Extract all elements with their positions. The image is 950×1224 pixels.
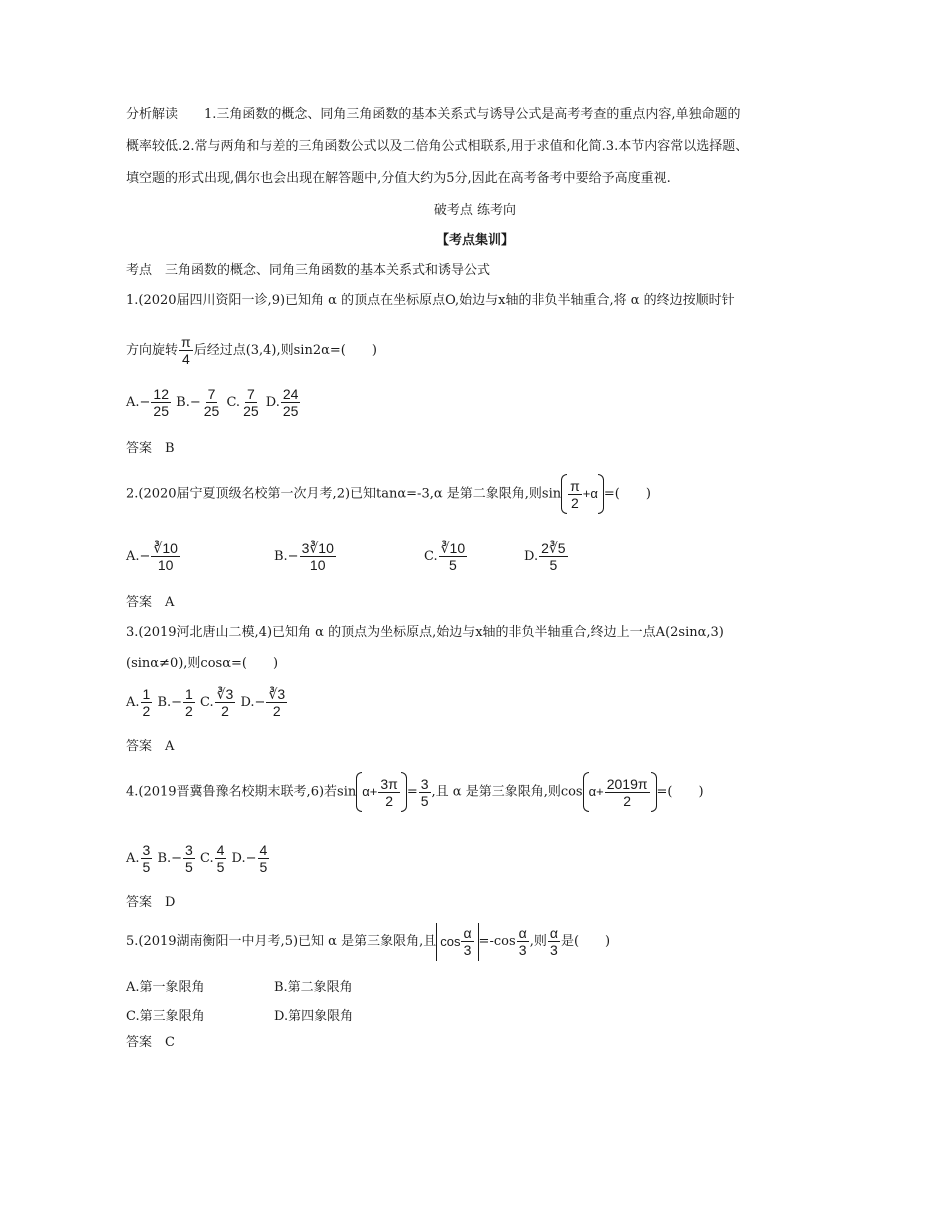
q1-stem-line-1: 1.(2020届四川资阳一诊,9)已知角 α 的顶点在坐标原点O,始边与x轴的非负半轴重合,将 α 的终边按顺时针 bbox=[126, 293, 735, 308]
q1-stem-line-2 bbox=[126, 332, 377, 370]
q2-option-b: B.− $\frac{3∛10}{10}$ bbox=[274, 540, 334, 573]
q4-options bbox=[126, 840, 270, 878]
q2-answer: 答案 A bbox=[126, 595, 175, 610]
q4-stem: 4.(2019晋冀鲁豫名校期末联考,6)若sin α+ $\frac{3\pi}{2}$ = $\frac{3}{5}$ ,且 α 是第三象限角,则cos α+ $\frac{2019\pi}{2}$ =( ) bbox=[126, 772, 704, 813]
q4-option-a: A. $\frac{3}{5}$ bbox=[126, 842, 151, 875]
q1-option-c: C. $\frac{7}{25}$ bbox=[226, 386, 259, 419]
intro-line-2: 概率较低.2.常与两角和与差的三角函数公式以及二倍角公式相联系,用于求值和化简.3.本节内容常以选择题、 bbox=[126, 139, 749, 154]
subsection-title: 【考点集训】 bbox=[435, 233, 514, 248]
q3-option-b: B.− $\frac{1}{2}$ bbox=[157, 686, 193, 719]
q1-fraction: $\frac{\pi}{4}$ bbox=[181, 334, 191, 367]
q5-option-a: A.第一象限角 bbox=[126, 980, 205, 995]
q1-option-a: A.− $\frac{12}{25}$ bbox=[126, 386, 169, 419]
q3-stem-line-1: 3.(2019河北唐山二模,4)已知角 α 的顶点为坐标原点,始边与x轴的非负半轴重合,终边上一点A(2sinα,3) bbox=[126, 625, 724, 640]
q1-options bbox=[126, 384, 301, 422]
intro-line-3: 填空题的形式出现,偶尔也会出现在解答题中,分值大约为5分,因此在高考备考中要给予高度重视. bbox=[126, 171, 671, 186]
q5-option-d: D.第四象限角 bbox=[274, 1009, 354, 1024]
q4-option-d: D.− $\frac{4}{5}$ bbox=[231, 842, 268, 875]
q4-option-b: B.− $\frac{3}{5}$ bbox=[157, 842, 193, 875]
q4-option-c: C. $\frac{4}{5}$ bbox=[199, 842, 225, 875]
q5-stem: 5.(2019湖南衡阳一中月考,5)已知 α 是第三象限角,且 cos $\frac{\alpha}{3}$ =-cos $\frac{\alpha}{3}$ ,则 $\frac{\alpha}{3}$ 是( ) bbox=[126, 922, 610, 962]
q3-stem-line-2: (sinα≠0),则cosα=( ) bbox=[126, 656, 279, 671]
q1-option-d: D. $\frac{24}{25}$ bbox=[265, 386, 299, 419]
intro-line-1: 分析解读 1.三角函数的概念、同角三角函数的基本关系式与诱导公式是高考考查的重点内容,单独命题的 bbox=[126, 107, 741, 122]
q1-answer: 答案 B bbox=[126, 441, 175, 456]
q3-options bbox=[126, 684, 288, 722]
q4-paren-expr-1: α+ $\frac{3\pi}{2}$ bbox=[356, 772, 407, 812]
q2-option-c: C. $\frac{∛10}{5}$ bbox=[424, 540, 466, 573]
q5-abs-expr: cos $\frac{\alpha}{3}$ bbox=[436, 923, 478, 961]
q1-option-b: B.− $\frac{7}{25}$ bbox=[176, 386, 220, 419]
q2-option-a: A.− $\frac{∛10}{10}$ bbox=[126, 540, 178, 573]
q5-option-c: C.第三象限角 bbox=[126, 1009, 205, 1024]
topic-heading: 考点 三角函数的概念、同角三角函数的基本关系式和诱导公式 bbox=[126, 263, 491, 278]
q3-option-d: D.− $\frac{∛3}{2}$ bbox=[240, 686, 286, 719]
q5-answer: 答案 C bbox=[126, 1035, 175, 1050]
q4-answer: 答案 D bbox=[126, 895, 176, 910]
q2-stem: 2.(2020届宁夏顶级名校第一次月考,2)已知tanα=-3,α 是第二象限角,则sin $\frac{\pi}{2}$ +α =( ) bbox=[126, 474, 651, 515]
q1-pre: 方向旋转 bbox=[126, 343, 179, 358]
section-title: 破考点 练考向 bbox=[433, 203, 517, 218]
q3-option-a: A. $\frac{1}{2}$ bbox=[126, 686, 151, 719]
q2-option-d: D. $\frac{2∛5}{5}$ bbox=[524, 540, 566, 573]
q4-paren-expr-2: α+ $\frac{2019\pi}{2}$ bbox=[583, 772, 657, 812]
q4-value-fraction: $\frac{3}{5}$ bbox=[420, 775, 429, 809]
q2-paren-expr: $\frac{\pi}{2}$ +α bbox=[561, 474, 604, 514]
q3-option-c: C. $\frac{∛3}{2}$ bbox=[199, 686, 234, 719]
q5-option-b: B.第二象限角 bbox=[274, 980, 353, 995]
q3-answer: 答案 A bbox=[126, 739, 175, 754]
q1-post: 后经过点(3,4),则sin2α=( ) bbox=[193, 343, 377, 358]
